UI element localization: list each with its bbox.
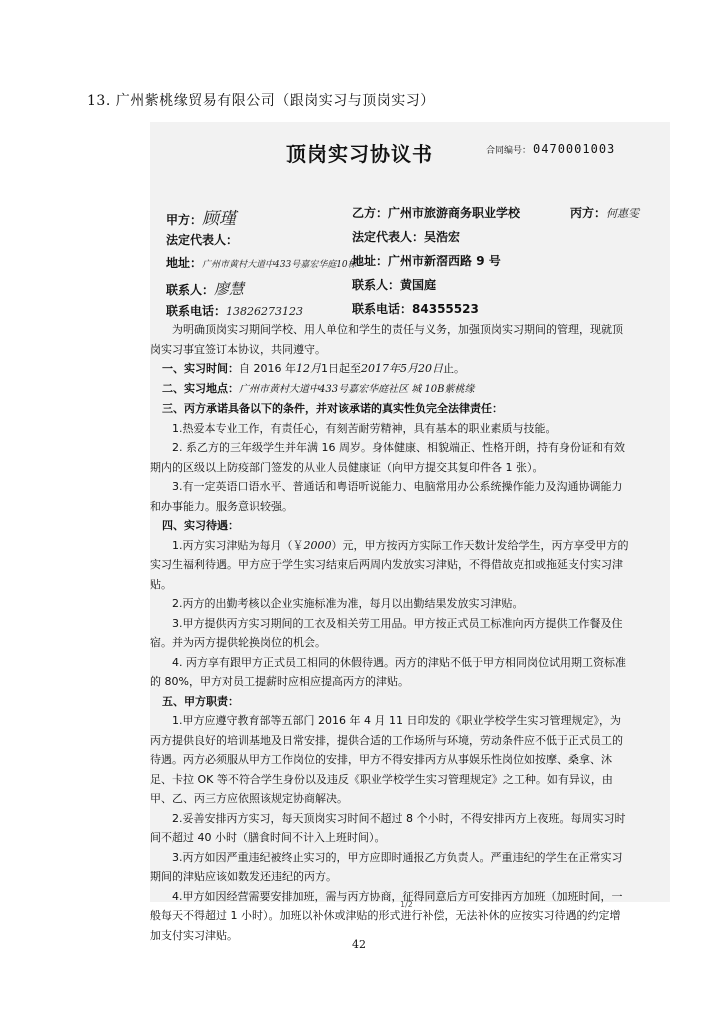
party-a-legal-rep-label: 法定代表人： (166, 233, 239, 247)
section-2-location (150, 379, 630, 400)
section-4-item-1 (150, 536, 630, 595)
party-b-label: 乙方： (352, 206, 389, 220)
section-1-text-c: 止。 (443, 362, 465, 375)
party-a-signature: 顾瑾 (202, 209, 237, 229)
section-1-text-b: 1日起至 (321, 362, 361, 375)
party-a-contact-label: 联系人： (166, 283, 215, 297)
party-a-phone-label: 联系电话： (166, 304, 227, 318)
section-1-start-month: 12月 (296, 362, 321, 375)
section-3-item-2: 2. 系乙方的三年级学生并年满 16 周岁。身体健康、相貌端正、性格开朗，持有身份证和有效期内的区级以上防疫部门签发的从业人员健康证（向甲方提交其复印件各 1 张）。 (150, 441, 625, 474)
section-1-text-a: 自 2016 年 (239, 362, 296, 375)
party-b-contact-label: 联系人： (352, 278, 401, 292)
party-a-label: 甲方： (166, 213, 203, 227)
section-4-item-2: 2.丙方的出勤考核以企业实施标准为准，每月以出勤结果发放实习津贴。 (172, 597, 524, 610)
party-b-address: 广州市新滘西路 9 号 (388, 254, 501, 268)
section-2-label: 二、实习地点： (162, 381, 239, 395)
section-1-time (150, 359, 630, 379)
section-1-end-date: 2017年5月20日 (361, 362, 443, 375)
section-5-item-4: 4.甲方如因经营需要安排加班，需与丙方协商，征得同意后方可安排丙方加班（加班时间，一般每天不得超过 1 小时）。加班以补休或津贴的形式进行补偿，无法补休的应按实习待遇的约定增加支付实习津贴。 (150, 889, 623, 942)
section-4-title: 四、实习待遇： (162, 519, 239, 532)
contract-number (486, 142, 615, 156)
scan-page-number: 1/2 (400, 900, 413, 909)
party-b-legal-rep-label: 法定代表人： (352, 230, 425, 244)
document-title: 顶岗实习协议书 (286, 142, 433, 166)
section-4-item-3: 3.甲方提供丙方实习期间的工衣及相关劳工用品。甲方按正式员工标准向丙方提供工作餐及住宿。并为丙方提供轮换岗位的机会。 (150, 616, 623, 649)
contract-number-label: 合同编号： (486, 146, 532, 156)
section-2-location-value: 广州市黄村大道中433号嘉宏华庭社区 城 10B紫桃缘 (239, 383, 475, 395)
page-number: 42 (352, 938, 366, 951)
contract-number-value: 0470001003 (533, 142, 616, 156)
party-b-phone-label: 联系电话： (352, 302, 413, 316)
party-b-address-label: 地址： (352, 254, 389, 268)
section-4-item-1-b: ）元，甲方按丙方实际工作天数计发给学生，丙方享受甲方的实习生福利待遇。甲方应于学生实习结束后两周内发放实习津贴，不得借故克扣或拖延支付实习津贴。 (150, 538, 629, 591)
section-3-item-3: 3.有一定英语口语水平、普通话和粤语听说能力、电脑常用办公系统操作能力及沟通协调能力和办事能力。服务意识较强。 (150, 480, 623, 513)
party-b-phone: 84355523 (412, 302, 479, 316)
agreement-body (150, 320, 630, 945)
party-c-signature: 何惠雯 (606, 207, 640, 220)
party-a-address: 广州市黄村大道中433号嘉宏华庭10栋 (202, 260, 357, 270)
section-5-item-2: 2.妥善安排丙方实习，每天顶岗实习时间不超过 8 个小时，不得安排丙方上夜班。每周实习时间不超过 40 小时（膳食时间不计入上班时间）。 (150, 811, 626, 844)
section-5-item-3: 3.丙方如因严重违纪被终止实习的，甲方应即时通报乙方负责人。严重违纪的学生在正常实习期间的津贴应该如数发还违纪的丙方。 (150, 850, 623, 883)
section-4-item-1-a: 1.丙方实习津贴为每月（￥ (172, 538, 304, 552)
section-3-title: 三、丙方承诺具备以下的条件，并对该承诺的真实性负完全法律责任： (162, 402, 503, 415)
party-a-phone: 13826273123 (226, 305, 303, 318)
section-4-allowance-amount: 2000 (303, 538, 332, 552)
section-4-item-4: 4. 丙方享有跟甲方正式员工相同的休假待遇。丙方的津贴不低于甲方相同岗位试用期工资标准的 80%，甲方对员工提薪时应相应提高丙方的津贴。 (150, 655, 626, 688)
page-title: 13. 广州紫桃缘贸易有限公司（跟岗实习与顶岗实习） (87, 93, 435, 109)
scanned-agreement (150, 122, 670, 942)
section-5-title: 五、甲方职责： (162, 694, 239, 708)
preamble: 为明确顶岗实习期间学校、用人单位和学生的责任与义务，加强顶岗实习期间的管理，现就顶岗实习事宜签订本协议，共同遵守。 (150, 323, 623, 356)
party-c-label: 丙方： (570, 206, 607, 220)
party-b-name: 广州市旅游商务职业学校 (388, 206, 521, 220)
section-5-item-1: 1.甲方应遵守教育部等五部门 2016 年 4 月 11 日印发的《职业学校学生实习管理规定》，为丙方提供良好的培训基地及日常安排，提供合适的工作场所与环境，劳动条件应不低于正式员工的待遇。丙方必须服从甲方工作岗位的安排，甲方不得安排丙方从事娱乐性岗位如按摩、桑拿、沐足、卡拉 OK 等不符合学生身份以及违反《职业学校学生实习管理规定》之工种。如有异议，由甲、乙、丙三方应依照该规定协商解决。 (150, 714, 623, 805)
section-3-item-1: 1.热爱本专业工作，有责任心，有刻苦耐劳精神，具有基本的职业素质与技能。 (172, 421, 557, 435)
party-b-legal-rep: 吴浩宏 (424, 230, 461, 244)
party-a-address-label: 地址： (166, 256, 203, 270)
section-1-label: 一、实习时间： (162, 362, 239, 375)
party-a-contact: 廖慧 (214, 280, 245, 298)
party-b-contact: 黄国庭 (400, 278, 437, 292)
